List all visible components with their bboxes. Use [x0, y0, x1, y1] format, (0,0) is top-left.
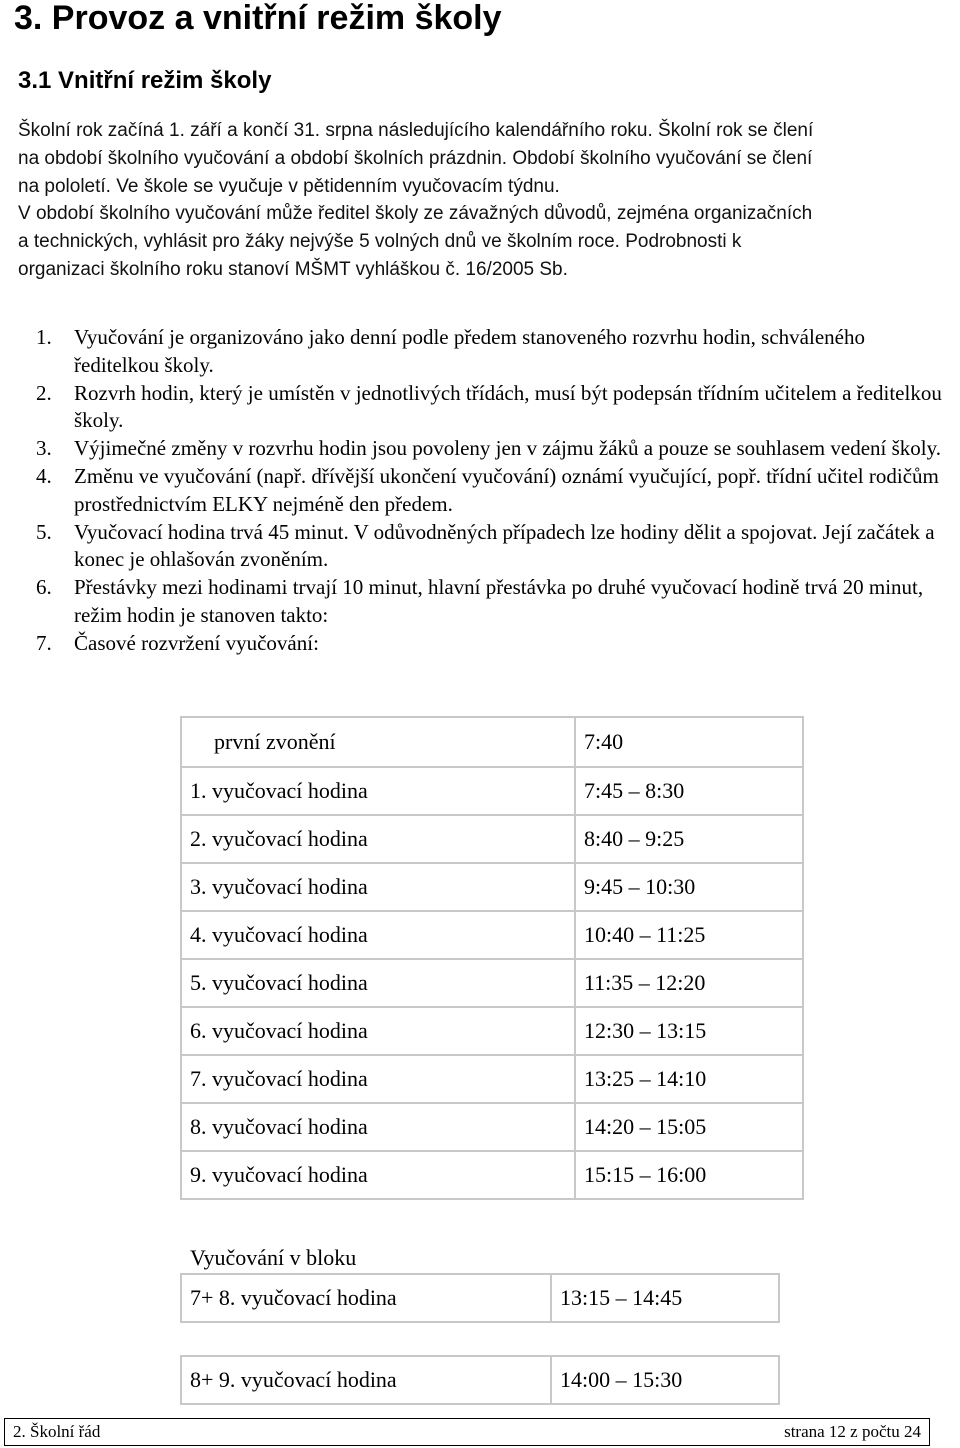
intro-line: na pololetí. Ve škole se vyučuje v pětidenním vyučovacím týdnu. [18, 175, 560, 197]
block-schedule-label: Vyučování v bloku [190, 1245, 357, 1270]
table-cell-label: 8. vyučovací hodina [181, 1103, 575, 1151]
schedule-table [180, 716, 804, 1200]
intro-line: na období školního vyučování a období školních prázdnin. Období školního vyučování se člení [18, 147, 813, 169]
table-cell-label: 5. vyučovací hodina [181, 959, 575, 1007]
table-cell-label: 2. vyučovací hodina [181, 815, 575, 863]
table-cell-time: 10:40 – 11:25 [575, 911, 803, 959]
table-row [181, 1151, 803, 1199]
list-text: Časové rozvržení vyučování: [74, 630, 319, 655]
table-cell-label: 6. vyučovací hodina [181, 1007, 575, 1055]
list-number: 1. [36, 325, 52, 349]
table-cell-label: první zvonění [181, 717, 575, 767]
list-number: 4. [36, 463, 52, 488]
list-item [18, 324, 948, 380]
table-cell-time: 13:15 – 14:45 [551, 1274, 779, 1322]
intro-line: Školní rok začíná 1. září a končí 31. srpna následujícího kalendářního roku. Školní rok se člení [18, 120, 814, 141]
table-cell-time: 13:25 – 14:10 [575, 1055, 803, 1103]
table-cell-label: 4. vyučovací hodina [181, 911, 575, 959]
page-heading: 3. Provoz a vnitřní režim školy [14, 0, 502, 37]
table-cell-time: 12:30 – 13:15 [575, 1007, 803, 1055]
table-cell-time: 14:00 – 15:30 [551, 1356, 779, 1404]
section-heading: 3.1 Vnitřní režim školy [18, 67, 272, 94]
table-row [181, 959, 803, 1007]
table-cell-label: 9. vyučovací hodina [181, 1151, 575, 1199]
table-cell-time: 9:45 – 10:30 [575, 863, 803, 911]
list-text: Rozvrh hodin, který je umístěn v jednotlivých třídách, musí být podepsán třídním učitelem a ředitelkou školy. [74, 380, 942, 433]
table-cell-time: 7:40 [575, 717, 803, 767]
list-item [18, 574, 948, 630]
list-text: Vyučování je organizováno jako denní podle předem stanoveného rozvrhu hodin, schváleného ředitelkou školy. [74, 325, 865, 377]
rules-list [18, 324, 948, 658]
list-item [18, 519, 948, 575]
footer-document-title: 2. Školní řád [13, 1422, 101, 1441]
table-row [181, 863, 803, 911]
list-text: Vyučovací hodina trvá 45 minut. V odůvodněných případech lze hodiny dělit a spojovat. Její začátek a konec je ohlašován zvoněním. [74, 519, 935, 572]
table-row [181, 717, 803, 767]
table-row [181, 815, 803, 863]
page-footer [4, 1418, 930, 1446]
table-cell-time: 11:35 – 12:20 [575, 959, 803, 1007]
table-cell-time: 15:15 – 16:00 [575, 1151, 803, 1199]
block-table [180, 1273, 780, 1323]
intro-line: a technických, vyhlásit pro žáky nejvýše 5 volných dnů ve školním roce. Podrobnosti k [18, 231, 742, 253]
list-number: 7. [36, 630, 52, 655]
list-text: Výjimečné změny v rozvrhu hodin jsou povoleny jen v zájmu žáků a pouze se souhlasem vedení školy. [74, 436, 941, 461]
list-text: Změnu ve vyučování (např. dřívější ukončení vyučování) oznámí vyučující, popř. třídní učitel rodičům prostřednictvím ELKY nejméně den předem. [74, 463, 939, 516]
table-row [181, 1274, 779, 1322]
table-row [181, 1356, 779, 1404]
table-cell-label: 8+ 9. vyučovací hodina [181, 1356, 551, 1404]
intro-line: V období školního vyučování může ředitel školy ze závažných důvodů, zejména organizačních [18, 203, 813, 225]
list-number: 6. [36, 575, 52, 600]
block-table [180, 1355, 780, 1405]
table-cell-label: 7+ 8. vyučovací hodina [181, 1274, 551, 1322]
list-item [18, 463, 948, 519]
list-number: 2. [36, 380, 52, 405]
table-cell-time: 8:40 – 9:25 [575, 815, 803, 863]
intro-line: organizaci školního roku stanoví MŠMT vyhláškou č. 16/2005 Sb. [18, 258, 568, 280]
table-cell-label: 1. vyučovací hodina [181, 767, 575, 815]
table-row [181, 911, 803, 959]
list-item [18, 380, 948, 436]
list-item [18, 435, 948, 463]
table-cell-label: 7. vyučovací hodina [181, 1055, 575, 1103]
footer-page-number: strana 12 z počtu 24 [784, 1422, 921, 1441]
list-number: 3. [36, 436, 52, 461]
table-cell-time: 14:20 – 15:05 [575, 1103, 803, 1151]
table-cell-label: 3. vyučovací hodina [181, 863, 575, 911]
list-number: 5. [36, 519, 52, 544]
table-cell-time: 7:45 – 8:30 [575, 767, 803, 815]
table-row [181, 1007, 803, 1055]
table-row [181, 1055, 803, 1103]
list-item [18, 630, 948, 658]
intro-paragraph [18, 117, 948, 284]
table-row [181, 1103, 803, 1151]
table-row [181, 767, 803, 815]
list-text: Přestávky mezi hodinami trvají 10 minut, hlavní přestávka po druhé vyučovací hodině trvá 20 minut, režim hodin je stanoven takto: [74, 575, 924, 627]
